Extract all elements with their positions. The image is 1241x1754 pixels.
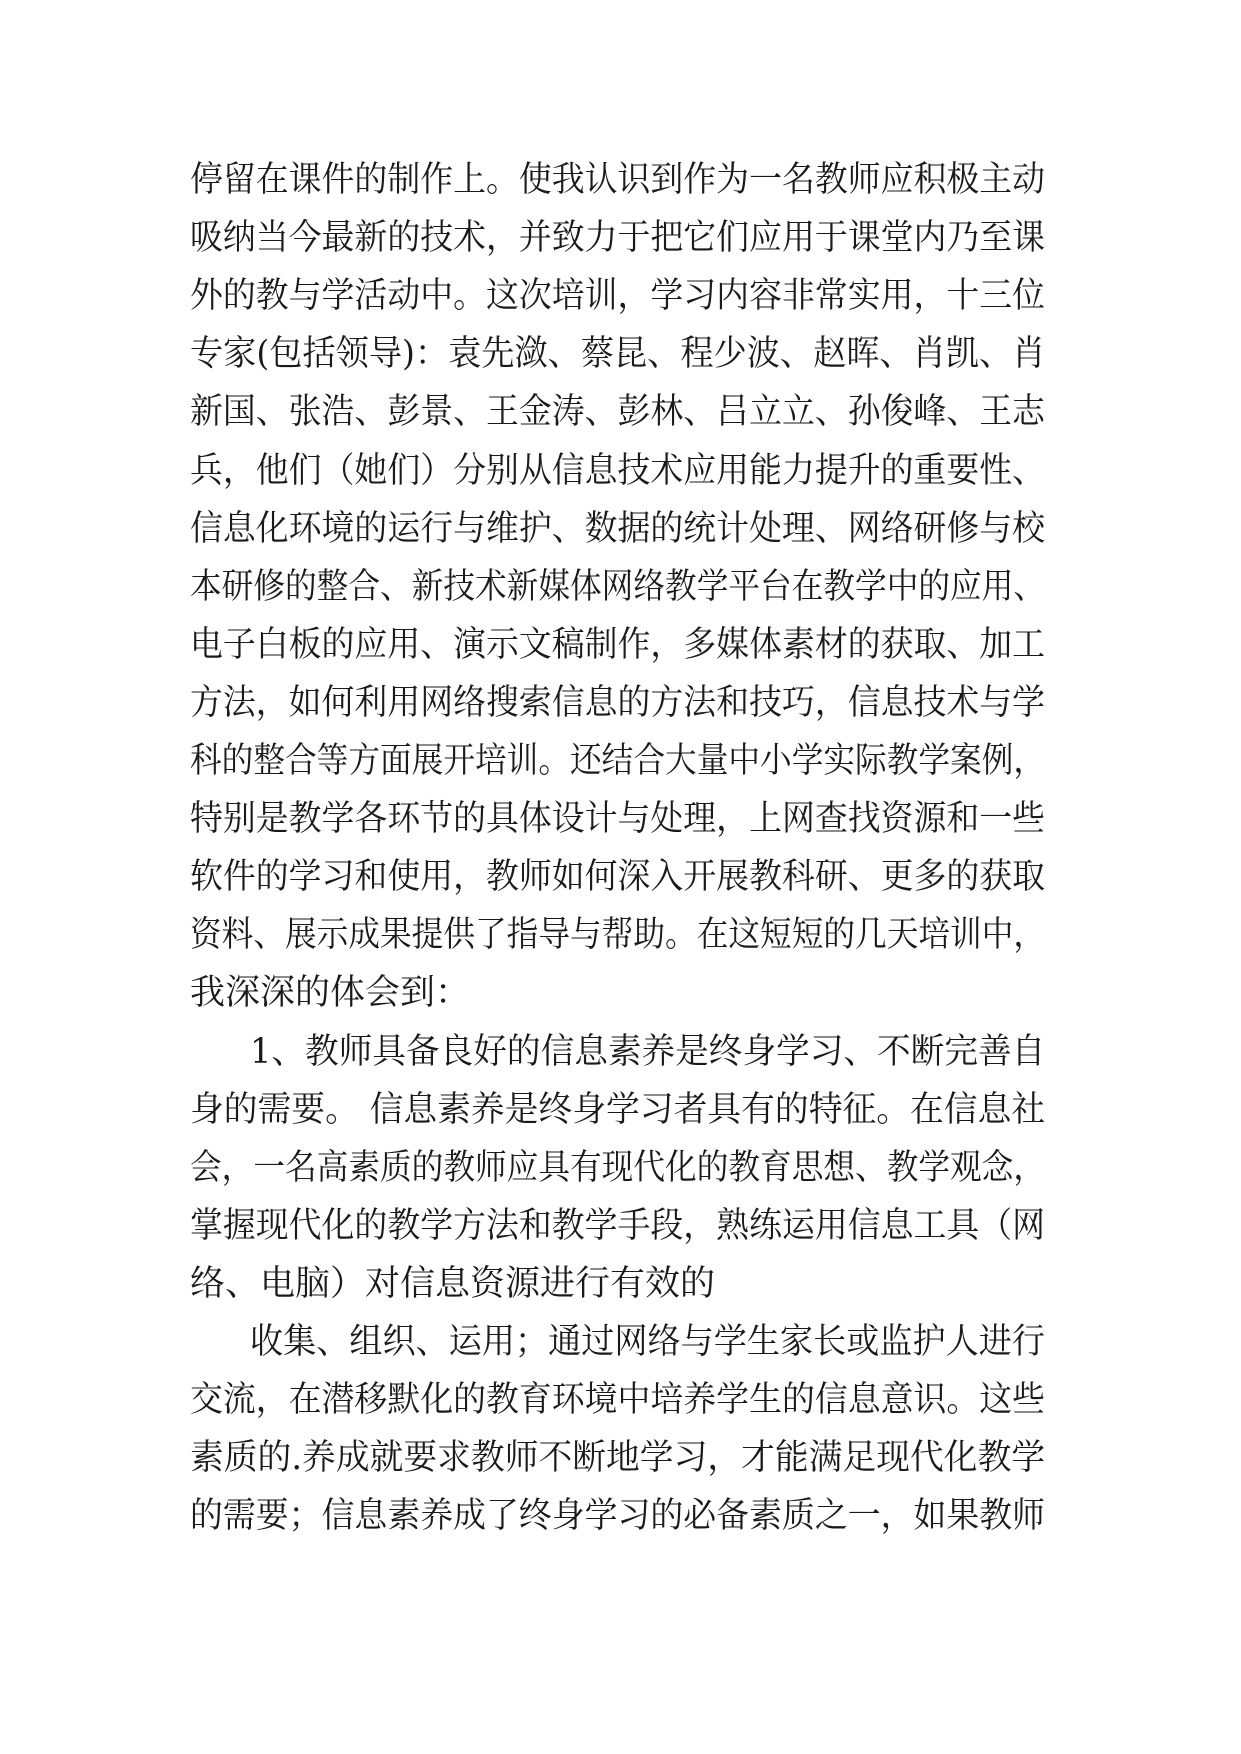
text-line: 新国、张浩、彭景、王金涛、彭林、吕立立、孙俊峰、王志 (190, 392, 1046, 432)
text-line: 特别是教学各环节的具体设计与处理，上网查找资源和一些 (190, 799, 1046, 839)
text-line: 掌握现代化的教学方法和教学手段，熟练运用信息工具（网 (190, 1206, 1046, 1246)
text-line: 收集、组织、运用；通过网络与学生家长或监护人进行 (250, 1322, 1045, 1362)
text-line: 素质的.养成就要求教师不断地学习，才能满足现代化教学 (190, 1438, 1046, 1478)
text-line: 停留在课件的制作上。使我认识到作为一名教师应积极主动 (190, 160, 1046, 200)
text-line: 信息化环境的运行与维护、数据的统计处理、网络研修与校 (190, 509, 1046, 549)
text-line: 吸纳当今最新的技术，并致力于把它们应用于课堂内乃至课 (190, 218, 1046, 258)
text-line: 1、教师具备良好的信息素养是终身学习、不断完善自 (250, 1032, 1046, 1072)
text-line: 我深深的体会到： (190, 973, 471, 1013)
text-line: 会，一名高素质的教师应具有现代化的教育思想、教学观念， (190, 1148, 1046, 1188)
text-line: 资料、展示成果提供了指导与帮助。在这短短的几天培训中， (190, 915, 1046, 955)
text-line: 身的需要。 信息素养是终身学习者具有的特征。在信息社 (190, 1090, 1046, 1130)
text-line: 电子白板的应用、演示文稿制作，多媒体素材的获取、加工 (190, 625, 1046, 665)
text-line: 软件的学习和使用，教师如何深入开展教科研、更多的获取 (190, 857, 1046, 897)
text-line: 外的教与学活动中。这次培训，学习内容非常实用，十三位 (190, 276, 1046, 316)
text-line: 科的整合等方面展开培训。还结合大量中小学实际教学案例， (190, 741, 1046, 781)
text-line: 的需要；信息素养成了终身学习的必备素质之一，如果教师 (190, 1496, 1046, 1536)
text-line: 络、电脑）对信息资源进行有效的 (190, 1264, 716, 1304)
text-line: 专家(包括领导)：袁先潋、蔡昆、程少波、赵晖、肖凯、肖 (190, 334, 1046, 374)
text-line: 兵，他们（她们）分别从信息技术应用能力提升的重要性、 (190, 451, 1046, 491)
text-line: 本研修的整合、新技术新媒体网络教学平台在教学中的应用、 (190, 567, 1046, 607)
text-line: 方法，如何利用网络搜索信息的方法和技巧，信息技术与学 (190, 683, 1046, 723)
text-line: 交流，在潜移默化的教育环境中培养学生的信息意识。这些 (190, 1380, 1046, 1420)
